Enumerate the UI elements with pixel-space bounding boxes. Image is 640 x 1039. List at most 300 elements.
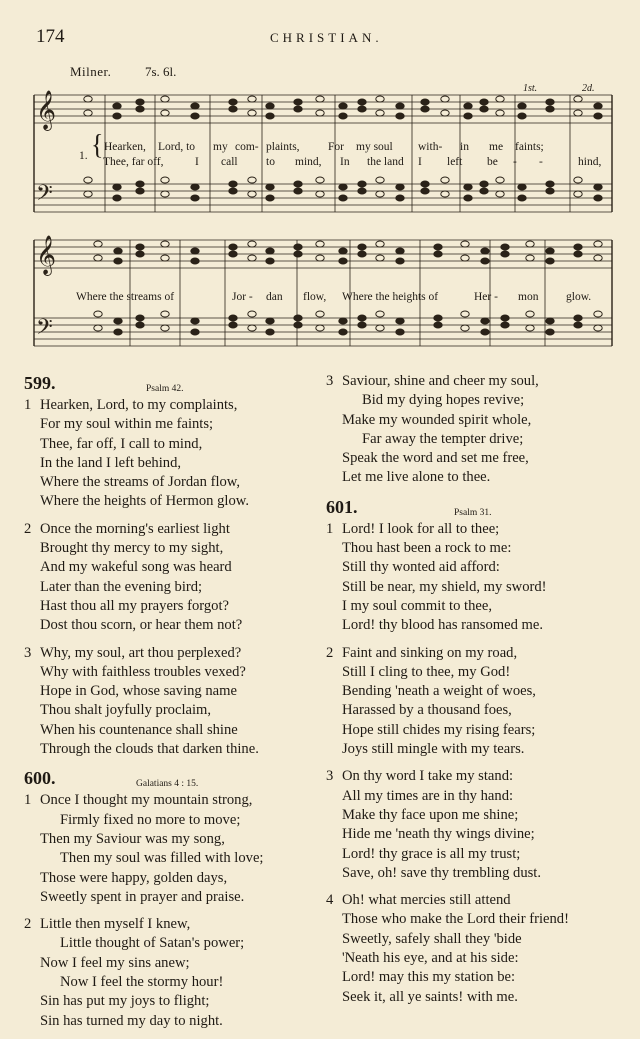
note-head (546, 188, 554, 194)
note-head (94, 241, 102, 247)
note-head (136, 244, 144, 250)
note-head (316, 110, 324, 116)
note-head (294, 106, 302, 112)
stanza-line-text: Still thy wonted aid afford: (342, 559, 500, 576)
note-head (421, 181, 429, 187)
note-head (266, 184, 274, 190)
note-head (396, 113, 404, 119)
note-head (376, 255, 384, 261)
tune-name: Milner. (70, 64, 112, 79)
note-head (594, 103, 602, 109)
note-head (434, 315, 442, 321)
note-head (421, 99, 429, 105)
note-head (229, 322, 237, 328)
stanza-line-text: Little thought of Satan's power; (60, 935, 245, 952)
note-head (266, 248, 274, 254)
note-head (480, 188, 488, 194)
stanza-line (24, 520, 314, 539)
stanza-line (326, 449, 626, 468)
clefs (36, 91, 56, 344)
stanza-line-text: Hast thou all my prayers forgot? (40, 597, 229, 614)
note-head (464, 103, 472, 109)
lyric-syllable: Hearken, (104, 141, 146, 153)
stanza-line (24, 454, 314, 473)
stanza-line (326, 520, 626, 539)
note-head (481, 258, 489, 264)
lyric-syllable: Her - (474, 291, 498, 303)
note-head (358, 322, 366, 328)
note-head (441, 191, 449, 197)
note-head (396, 248, 404, 254)
note-head (464, 113, 472, 119)
note-head (574, 177, 582, 183)
note-head (84, 110, 92, 116)
note-head (421, 106, 429, 112)
note-head (546, 181, 554, 187)
page-number: 174 (36, 26, 65, 47)
staff-lines (34, 95, 612, 346)
stanza-line-text: Now I feel my sins anew; (40, 954, 190, 971)
note-head (574, 96, 582, 102)
note-head (113, 103, 121, 109)
note-head (526, 241, 534, 247)
stanza-line (24, 869, 314, 888)
verse-number: 1. (79, 150, 88, 162)
stanza-line (24, 1012, 314, 1031)
note-head (501, 251, 509, 257)
stanza-line (24, 396, 314, 415)
note-head (294, 322, 302, 328)
stanza-line-text: Make my wounded spirit whole, (342, 411, 532, 428)
stanza-line (326, 430, 626, 449)
hymn-600-header (24, 767, 314, 791)
note-head (266, 329, 274, 335)
stanza-number: 1 (24, 397, 32, 413)
note-head (434, 251, 442, 257)
lyric-syllable: In (340, 156, 350, 168)
note-head (136, 106, 144, 112)
note-head (229, 315, 237, 321)
lyric-syllable: the land (367, 156, 404, 168)
stanza-line (24, 701, 314, 720)
stanza-line-text: Bid my dying hopes revive; (362, 392, 525, 409)
note-head (84, 191, 92, 197)
stanza-line (326, 988, 626, 1007)
note-head (229, 106, 237, 112)
note-head (113, 113, 121, 119)
stanza-line-text: Hide me 'neath thy wings divine; (342, 826, 535, 843)
note-head (266, 113, 274, 119)
lyric-syllable: left (447, 156, 463, 168)
note-head (358, 99, 366, 105)
note-head (248, 311, 256, 317)
stanza-line (24, 992, 314, 1011)
note-head (461, 325, 469, 331)
lyric-syllable: com- (235, 141, 259, 153)
stanza-line-text: Sin has put my joys to flight; (40, 993, 210, 1010)
stanza-line-text: Once I thought my mountain strong, (40, 792, 253, 809)
stanza-line (24, 791, 314, 810)
note-head (161, 241, 169, 247)
stanza-line (326, 616, 626, 635)
note-head (113, 184, 121, 190)
stanza-line (326, 968, 626, 987)
note-head (376, 177, 384, 183)
treble-clef: 𝄞 (36, 237, 57, 274)
stanza-line (24, 415, 314, 434)
hymn-599-stanzas (24, 396, 314, 759)
stanza-line-text: Let me live alone to thee. (342, 469, 491, 486)
stanza-line-text: Thou shalt joyfully proclaim, (40, 702, 212, 719)
note-head (294, 315, 302, 321)
note-head (358, 251, 366, 257)
note-head (501, 244, 509, 250)
note-head (518, 195, 526, 201)
lyric-syllable: - (539, 156, 543, 168)
note-head (191, 329, 199, 335)
stanza (24, 791, 314, 907)
stanza-line (24, 539, 314, 558)
stanza-line-text: Still I cling to thee, my God! (342, 663, 511, 680)
note-head (421, 188, 429, 194)
stanza-line (24, 721, 314, 740)
stanza-line (24, 616, 314, 635)
stanza-line (326, 663, 626, 682)
note-head (161, 255, 169, 261)
stanza-line-text: In the land I left behind, (40, 454, 182, 471)
note-head (480, 106, 488, 112)
note-head (496, 96, 504, 102)
note-head (518, 113, 526, 119)
stanza-line (24, 435, 314, 454)
stanza-line-text: Lord! may this my station be: (342, 969, 516, 986)
stanza (24, 520, 314, 636)
note-head (574, 110, 582, 116)
stanza-line-text: Joys still mingle with my tears. (342, 741, 525, 758)
stanza-line (326, 558, 626, 577)
lyric-syllable: Lord, to (158, 141, 196, 153)
running-head: CHRISTIAN. (270, 30, 383, 45)
note-head (136, 322, 144, 328)
stanza-line (24, 644, 314, 663)
note-head (574, 322, 582, 328)
lyric-syllable: my soul (356, 141, 393, 153)
stanza-line-text: Hope in God, whose saving name (40, 683, 237, 700)
stanza-line-text: Those were happy, golden days, (40, 869, 228, 886)
note-head (229, 181, 237, 187)
note-head (248, 255, 256, 261)
note-head (339, 195, 347, 201)
note-head (136, 99, 144, 105)
note-head (248, 110, 256, 116)
stanza-line-text: Once the morning's earliest light (40, 520, 230, 537)
stanza-line-text: And my wakeful song was heard (40, 559, 232, 576)
stanza-line-text: Far away the tempter drive; (362, 430, 524, 447)
note-head (316, 191, 324, 197)
stanza-line-text: Now I feel the stormy hour! (60, 974, 224, 991)
note-head (594, 255, 602, 261)
stanza-line-text: Sin has turned my day to night. (40, 1012, 223, 1029)
note-head (396, 258, 404, 264)
stanza-line-text: All my times are in thy hand: (342, 787, 514, 804)
stanza-line (326, 411, 626, 430)
stanza-line (326, 391, 626, 410)
note-head (441, 96, 449, 102)
note-head (161, 311, 169, 317)
note-head (594, 195, 602, 201)
stanza (24, 644, 314, 760)
stanza (326, 372, 626, 488)
note-head (94, 311, 102, 317)
stanza-line-text: Why, my soul, art thou perplexed? (40, 644, 242, 661)
note-head (526, 255, 534, 261)
note-head (339, 258, 347, 264)
note-head (358, 315, 366, 321)
note-head (316, 177, 324, 183)
note-head (94, 325, 102, 331)
stanza-line (326, 578, 626, 597)
stanza-line-text: Make thy face upon me shine; (342, 806, 519, 823)
lyric-syllable: Thee, far off, (103, 156, 164, 168)
note-head (358, 181, 366, 187)
second-ending-label: 2d. (582, 83, 595, 94)
stanza-line-text: Through the clouds that darken thine. (40, 741, 259, 758)
stanza-line-text: Where the heights of Hermon glow. (40, 493, 249, 510)
note-head (248, 96, 256, 102)
stanza-line-text: Bending 'neath a weight of woes, (342, 683, 536, 700)
note-head (191, 248, 199, 254)
stanza-number: 1 (326, 520, 334, 537)
note-head (376, 311, 384, 317)
scripture-reference: Psalm 31. (454, 507, 492, 518)
bar-lines (34, 95, 612, 346)
stanza-line-text: Lord! thy blood has ransomed me. (342, 617, 544, 634)
stanza-line (24, 934, 314, 953)
note-head (358, 188, 366, 194)
lyric-syllable: - (513, 156, 517, 168)
note-head (546, 248, 554, 254)
lyric-syllable: to (266, 156, 275, 168)
stanza-line (326, 825, 626, 844)
note-head (161, 110, 169, 116)
stanza-line-text: Oh! what mercies still attend (342, 892, 511, 909)
note-head (376, 96, 384, 102)
bass-clef: 𝄢 (36, 181, 53, 210)
stanza-line-text: Those who make the Lord their friend! (342, 911, 569, 928)
stanza-line (326, 910, 626, 929)
stanza-line-text: Thou hast been a rock to me: (342, 540, 512, 557)
note-head (594, 241, 602, 247)
note-head (114, 318, 122, 324)
note-head (574, 244, 582, 250)
note-head (113, 195, 121, 201)
stanza-line (24, 558, 314, 577)
note-head (496, 177, 504, 183)
note-head (358, 106, 366, 112)
stanza-line (326, 845, 626, 864)
note-head (266, 318, 274, 324)
stanza-number: 3 (24, 644, 32, 661)
note-head (191, 103, 199, 109)
stanza-line-text: Sweetly, safely shall they 'bide (342, 930, 522, 947)
note-head (526, 325, 534, 331)
stanza-line-text: Speak the word and set me free, (342, 450, 529, 467)
stanza-line-text: Where the streams of Jordan flow, (40, 474, 241, 491)
note-head (339, 329, 347, 335)
stanza-line-text: Lord! I look for all to thee; (342, 520, 500, 537)
lyric-syllable: glow. (566, 291, 592, 303)
stanza-line (24, 954, 314, 973)
note-head (461, 255, 469, 261)
stanza-line-text: Sweetly spent in prayer and praise. (40, 888, 245, 905)
stanza-line-text: Still be near, my shield, my sword! (342, 578, 547, 595)
note-head (136, 251, 144, 257)
note-head (594, 184, 602, 190)
stanza-line-text: Saviour, shine and cheer my soul, (342, 373, 539, 389)
note-head (191, 184, 199, 190)
note-head (294, 251, 302, 257)
note-head (441, 110, 449, 116)
note-head (594, 311, 602, 317)
left-column (24, 372, 314, 1039)
note-head (294, 188, 302, 194)
note-head (464, 184, 472, 190)
note-head (461, 241, 469, 247)
note-head (358, 244, 366, 250)
stanza-number: 2 (24, 520, 32, 537)
stanza-line-text: Save, oh! save thy trembling dust. (342, 864, 542, 881)
scripture-reference: Psalm 42. (146, 384, 184, 394)
note-head (434, 244, 442, 250)
note-head (266, 258, 274, 264)
stanza-line (326, 930, 626, 949)
stanza-line-text: When his countenance shall shine (40, 721, 238, 738)
note-head (481, 329, 489, 335)
lyric-syllable: hind, (578, 156, 602, 168)
lyric-syllable: mon (518, 291, 539, 303)
note-head (266, 103, 274, 109)
stanza-line (326, 701, 626, 720)
note-head (316, 96, 324, 102)
stanza (24, 915, 314, 1031)
note-head (574, 315, 582, 321)
hymn-number: 601. (326, 496, 358, 517)
stanza-line-text: Firmly fixed no more to move; (60, 811, 241, 828)
note-head (136, 315, 144, 321)
note-head (501, 315, 509, 321)
stanza-line (24, 578, 314, 597)
note-head (94, 255, 102, 261)
note-head (339, 103, 347, 109)
note-head (396, 318, 404, 324)
stanza-line (326, 682, 626, 701)
note-head (114, 258, 122, 264)
note-head (376, 325, 384, 331)
stanza-line (24, 492, 314, 511)
note-head (229, 99, 237, 105)
stanza-line (326, 864, 626, 883)
hymn-601-stanzas (326, 520, 626, 1007)
note-head (546, 106, 554, 112)
stanza (326, 520, 626, 636)
tune-meter: 7s. 6l. (145, 64, 177, 79)
note-head (229, 188, 237, 194)
note-head (480, 99, 488, 105)
lyric-syllable: Where the heights of (342, 291, 439, 303)
stanza-line-text: Lord! thy grace is all my trust; (342, 845, 521, 862)
note-head (396, 184, 404, 190)
hymn-number: 599. (24, 373, 56, 393)
stanza-line (326, 740, 626, 759)
note-head (496, 110, 504, 116)
stanza-number: 1 (24, 792, 32, 809)
note-head (114, 248, 122, 254)
note-head (480, 181, 488, 187)
note-head (191, 258, 199, 264)
lyric-syllable: For (328, 141, 344, 153)
stanza-line-text: Thee, far off, I call to mind, (40, 435, 203, 452)
note-head (248, 241, 256, 247)
stanza-line (326, 949, 626, 968)
note-head (546, 329, 554, 335)
stanza (24, 396, 314, 512)
note-head (316, 255, 324, 261)
note-head (481, 248, 489, 254)
lyric-syllable: in (460, 141, 469, 153)
note-head (396, 329, 404, 335)
note-head (229, 244, 237, 250)
lyric-syllable: I (195, 156, 199, 168)
lyric-syllable: be (487, 156, 498, 168)
note-head (574, 191, 582, 197)
stanza-line-text: Dost thou scorn, or hear them not? (40, 617, 243, 634)
lyric-syllable: my (213, 141, 228, 153)
lyric-syllable: me (489, 141, 504, 153)
lyric-syllable: flow, (303, 291, 327, 303)
note-head (396, 103, 404, 109)
stanza-line (326, 597, 626, 616)
treble-clef: 𝄞 (36, 92, 57, 129)
first-ending-label: 1st. (523, 83, 538, 94)
note-head (114, 329, 122, 335)
stanza-line (326, 806, 626, 825)
stanza-number: 3 (326, 373, 334, 389)
stanza-line-text: Harassed by a thousand foes, (342, 702, 512, 719)
note-head (84, 177, 92, 183)
stanza (326, 891, 626, 1007)
note-head (464, 195, 472, 201)
stanza (326, 644, 626, 760)
note-head (84, 96, 92, 102)
stanza-line (24, 473, 314, 492)
note-head (248, 325, 256, 331)
stanza-line-text: Then my soul was filled with love; (60, 850, 264, 867)
note-head (546, 258, 554, 264)
note-head (376, 110, 384, 116)
scripture-reference: Galatians 4 : 15. (136, 779, 199, 790)
stanza-line (24, 811, 314, 830)
note-head (546, 318, 554, 324)
stanza-line-text: For my soul within me faints; (40, 416, 214, 433)
note-head (294, 181, 302, 187)
stanza-line-text: Then my Saviour was my song, (40, 830, 225, 847)
stanza-line (24, 915, 314, 934)
hymn-599-header (24, 372, 314, 396)
note-head (461, 311, 469, 317)
stanza-line-text: Hearken, Lord, to my complaints, (40, 397, 238, 413)
note-head (316, 311, 324, 317)
note-head (518, 103, 526, 109)
